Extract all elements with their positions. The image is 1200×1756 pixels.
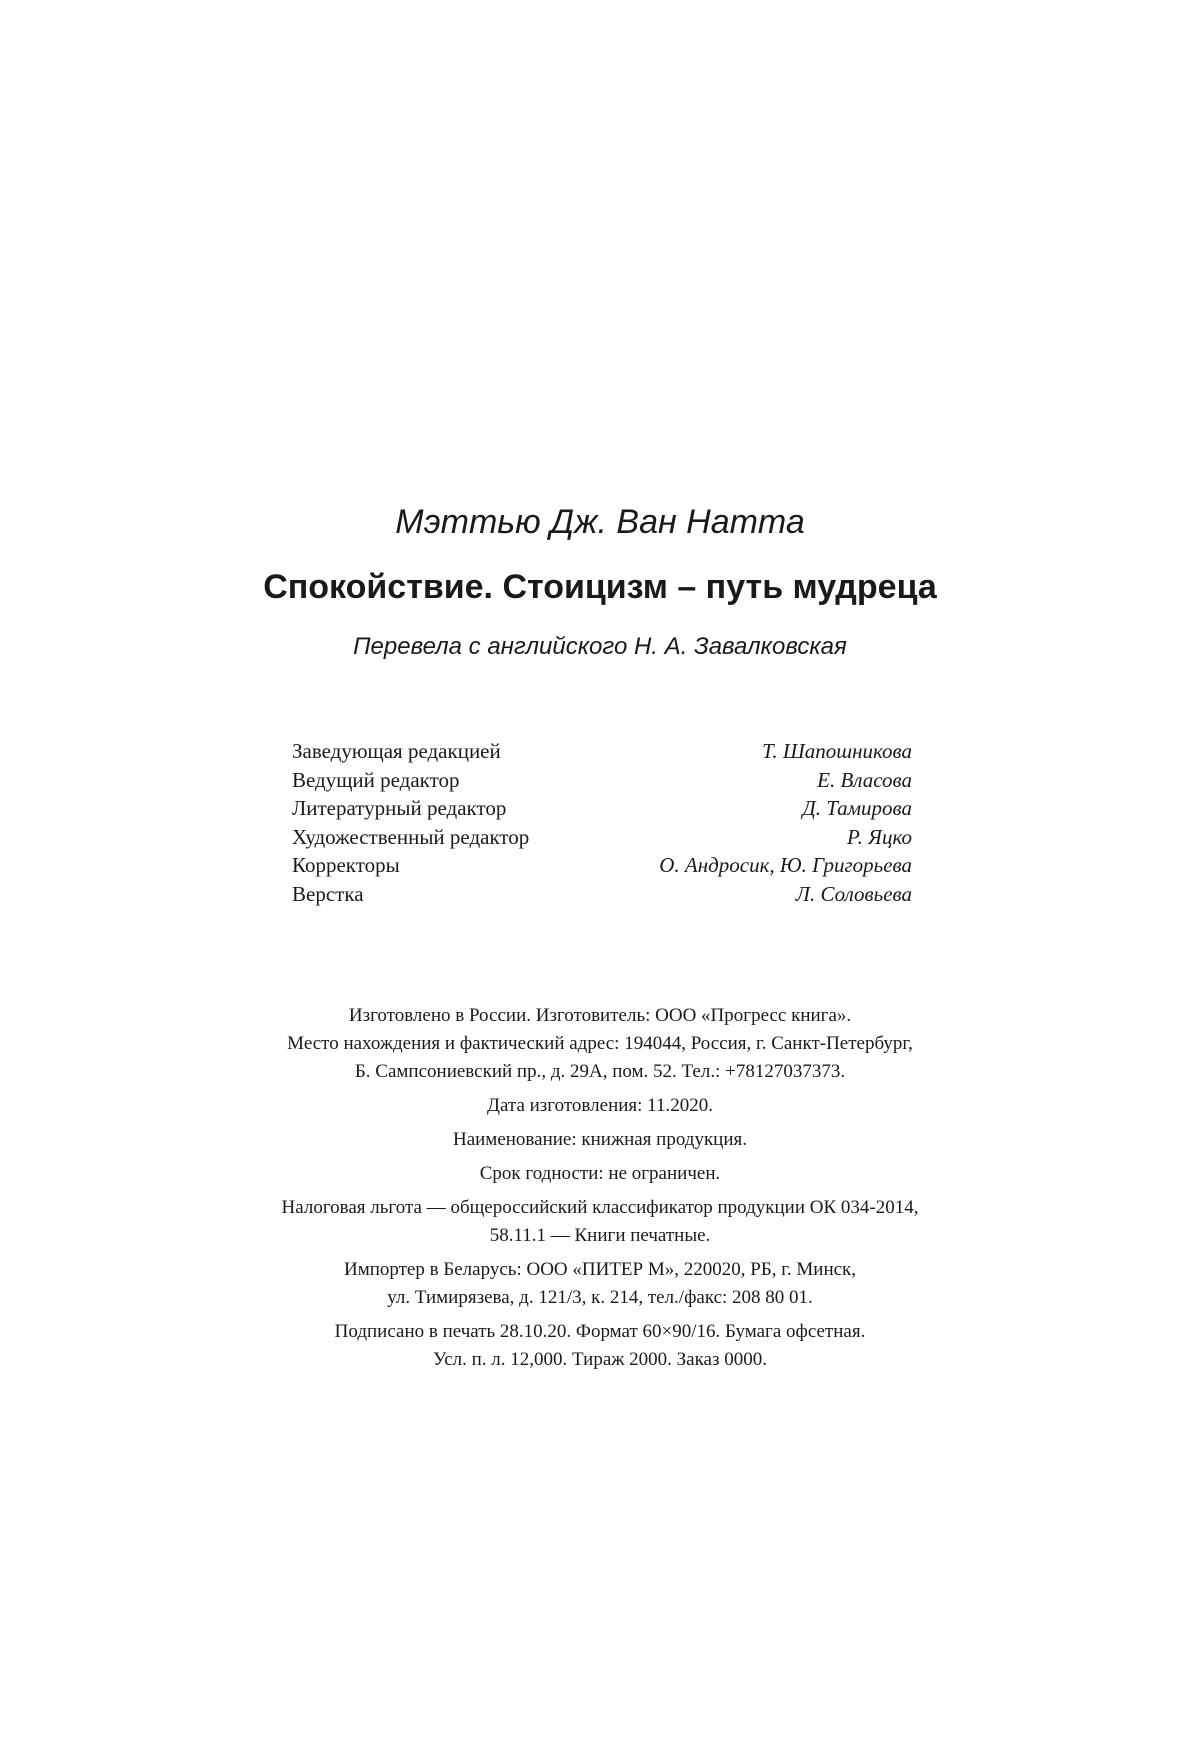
- credit-row: [292, 794, 912, 823]
- shelf-life: [0, 1160, 1200, 1188]
- imprint-info: [0, 1002, 1200, 1380]
- book-title: Спокойствие. Стоицизм – путь мудреца: [263, 568, 937, 606]
- credit-row: [292, 766, 912, 795]
- manufacturer-address-line: Место нахождения и фактический адрес: 194044, Россия, г. Санкт-Петербург,: [287, 1033, 913, 1054]
- manufacture-date-line: Дата изготовления: 11.2020.: [487, 1095, 713, 1116]
- importer-line: ул. Тимирязева, д. 121/3, к. 214, тел./факс: 208 80 01.: [387, 1287, 813, 1308]
- credit-name: Р. Яцко: [846, 824, 912, 849]
- shelf-life-line: Срок годности: не ограничен.: [479, 1163, 721, 1184]
- tax-line: Налоговая льгота — общероссийский классификатор продукции ОК 034-2014,: [281, 1197, 919, 1218]
- credit-row: [292, 823, 912, 852]
- print-info: [0, 1318, 1200, 1374]
- product-name-line: Наименование: книжная продукция.: [452, 1129, 748, 1150]
- credit-role: Ведущий редактор: [292, 767, 460, 792]
- credit-role: Верстка: [292, 881, 364, 906]
- credit-role: Заведующая редакцией: [292, 739, 501, 763]
- manufacturer-address-line: Б. Сампсониевский пр., д. 29А, пом. 52. Тел.: +78127037373.: [354, 1061, 846, 1082]
- credit-name: Л. Соловьева: [795, 881, 912, 906]
- credit-name: Т. Шапошникова: [761, 739, 912, 763]
- credit-row: [292, 880, 912, 909]
- tax-line: 58.11.1 — Книги печатные.: [489, 1225, 711, 1246]
- manufacture-date: [0, 1092, 1200, 1120]
- credit-name: Д. Тамирова: [802, 796, 912, 820]
- credit-role: Корректоры: [292, 853, 400, 877]
- credit-name: О. Андросик, Ю. Григорьева: [659, 853, 912, 877]
- credit-row: [292, 851, 912, 880]
- credit-name: Е. Власова: [817, 767, 912, 792]
- translator-line: Перевела с английского Н. А. Завалковская: [353, 633, 847, 660]
- product-name: [0, 1126, 1200, 1154]
- author-name: Мэттью Дж. Ван Натта: [395, 503, 805, 541]
- credit-row: [292, 737, 912, 766]
- credit-role: Художественный редактор: [292, 824, 530, 849]
- tax-info: [0, 1194, 1200, 1250]
- importer-line: Импортер в Беларусь: ООО «ПИТЕР М», 220020, РБ, г. Минск,: [343, 1259, 857, 1280]
- manufacturer-line: Изготовлено в России. Изготовитель: ООО «Прогресс книга».: [348, 1005, 852, 1026]
- importer-info: [0, 1256, 1200, 1312]
- credit-role: Литературный редактор: [292, 796, 507, 820]
- print-line: Усл. п. л. 12,000. Тираж 2000. Заказ 0000.: [433, 1349, 767, 1370]
- manufacturer-info: [0, 1002, 1200, 1086]
- print-line: Подписано в печать 28.10.20. Формат 60×90/16. Бумага офсетная.: [334, 1321, 866, 1342]
- editorial-credits: [292, 737, 912, 908]
